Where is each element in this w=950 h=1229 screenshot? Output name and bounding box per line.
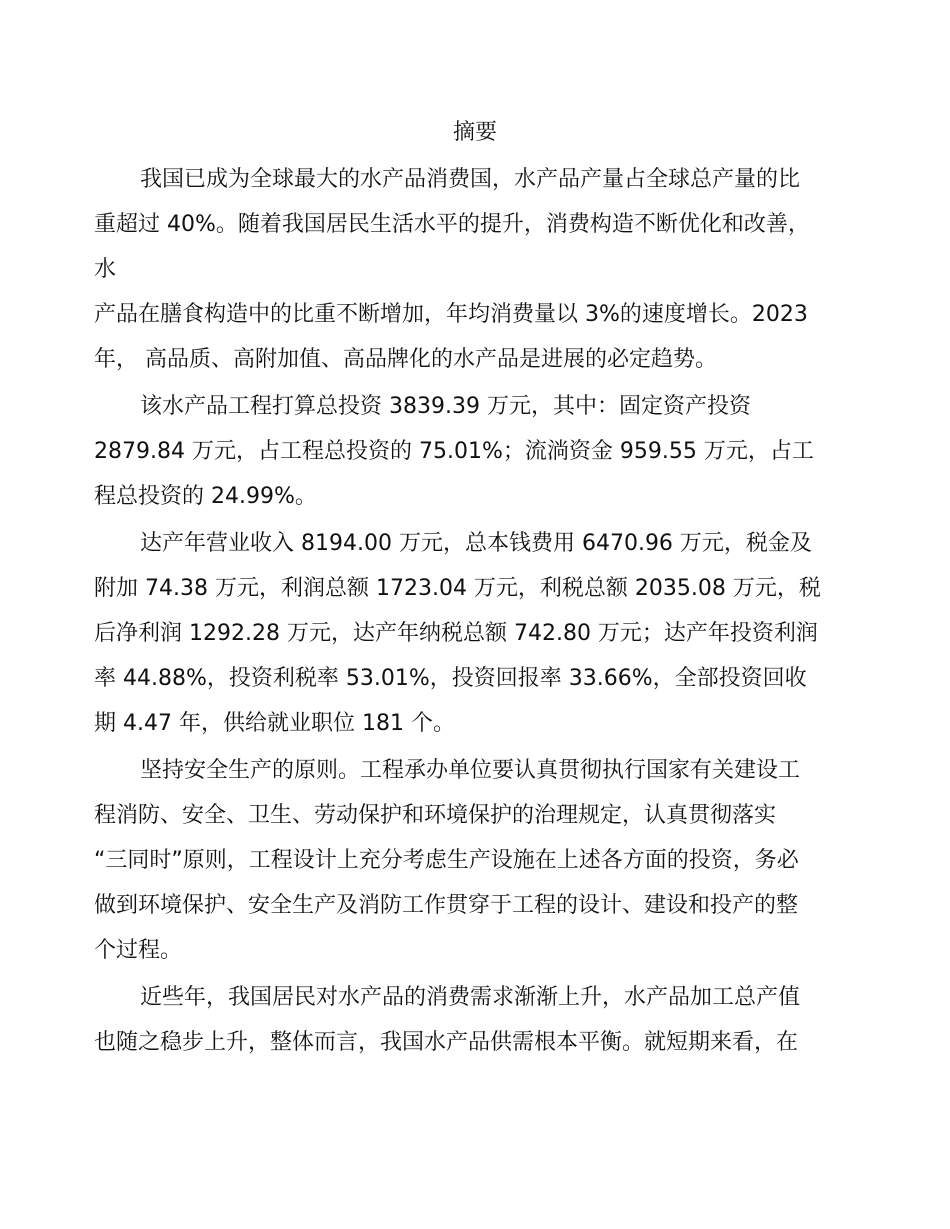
- paragraph-line: 程消防、安全、卫生、劳动保护和环境保护的治理规定，认真贯彻落实: [94, 803, 777, 828]
- paragraph-line: 期 4.47 年，供给就业职位 181 个。: [94, 711, 455, 736]
- paragraph-line: 近些年，我国居民对水产品的消费需求渐渐上升，水产品加工总产值: [140, 985, 801, 1010]
- paragraph-line: 率 44.88%，投资利税率 53.01%，投资回报率 33.66%，全部投资回收: [94, 666, 807, 691]
- paragraph-line: “三同时”原则，工程设计上充分考虑生产设施在上述各方面的投资，务必: [94, 848, 799, 873]
- paragraph-line: 附加 74.38 万元，利润总额 1723.04 万元，利税总额 2035.08 万元，税: [94, 576, 821, 601]
- paragraph-line: 程总投资的 24.99%。: [94, 484, 317, 509]
- paragraph-line: 达产年营业收入 8194.00 万元，总本钱费用 6470.96 万元，税金及: [140, 531, 812, 556]
- paragraph-line: 2879.84 万元，占工程总投资的 75.01%；流淌资金 959.55 万元，占工: [94, 439, 814, 464]
- paragraph-line: 坚持安全生产的原则。工程承办单位要认真贯彻执行国家有关建设工: [140, 758, 801, 783]
- paragraph-line: 我国已成为全球最大的水产品消费国，水产品产量占全球总产量的比: [140, 167, 801, 192]
- paragraph-line: 年， 高品质、高附加值、高品牌化的水产品是进展的必定趋势。: [94, 347, 717, 372]
- paragraph-line: 产品在膳食构造中的比重不断增加，年均消费量以 3%的速度增长。2023: [94, 302, 808, 327]
- paragraph-line: 该水产品工程打算总投资 3839.39 万元，其中：固定资产投资: [140, 394, 751, 419]
- paragraph-line: 个过程。: [94, 938, 183, 963]
- paragraph-line: 后净利润 1292.28 万元，达产年纳税总额 742.80 万元；达产年投资利润: [94, 621, 818, 646]
- paragraph-line: 做到环境保护、安全生产及消防工作贯穿于工程的设计、建设和投产的整: [94, 893, 799, 918]
- paragraph-line: 水: [94, 257, 117, 282]
- paragraph-line: 也随之稳步上升，整体而言，我国水产品供需根本平衡。就短期来看，在: [94, 1030, 799, 1055]
- paragraph-line: 重超过 40%。随着我国居民生活水平的提升，消费构造不断优化和改善，: [94, 212, 810, 237]
- document-title: 摘要: [452, 120, 497, 145]
